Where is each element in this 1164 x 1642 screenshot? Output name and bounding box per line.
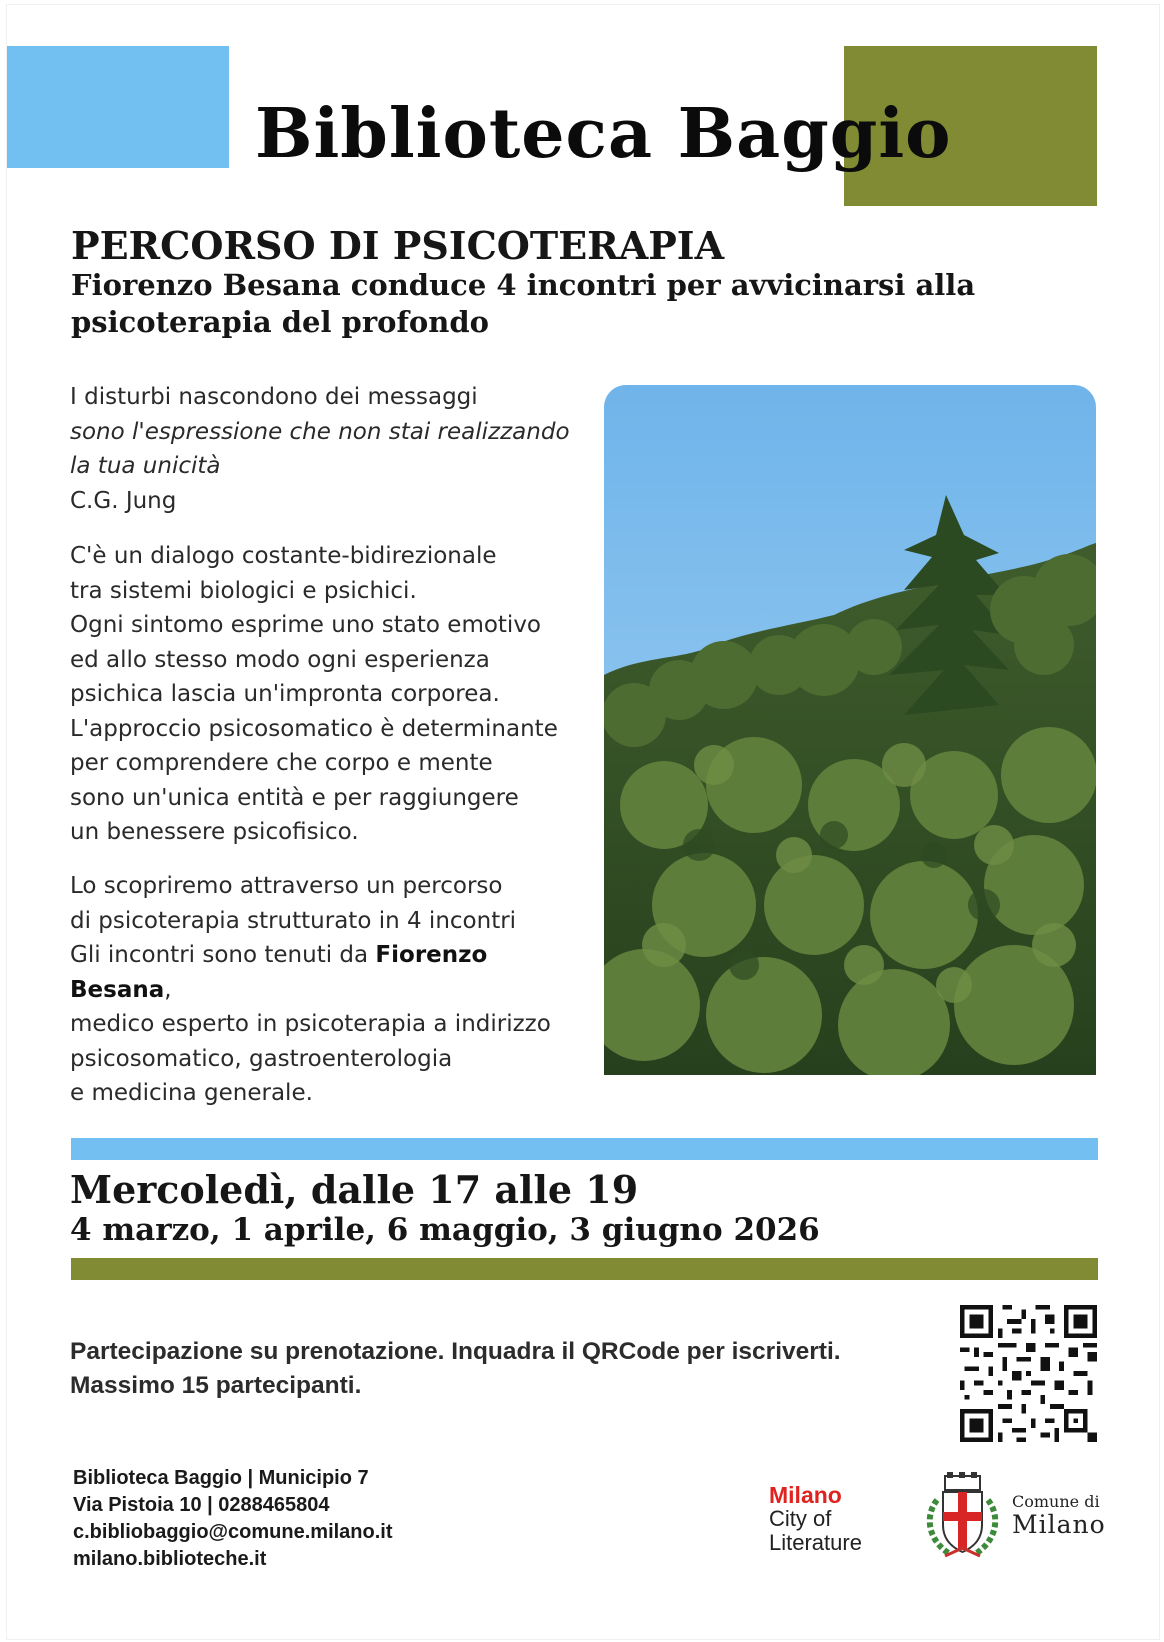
details-line-3 [70, 938, 590, 1007]
olive-divider [71, 1258, 1098, 1280]
contact-email[interactable]: c.bibliobaggio@comune.milano.it [73, 1521, 393, 1543]
tree-photo [604, 385, 1096, 1075]
logo-city-of: City of [769, 1506, 832, 1531]
qr-code-icon[interactable] [960, 1305, 1097, 1442]
blue-divider [71, 1138, 1098, 1160]
details-suffix: , [164, 976, 172, 1003]
booking-line-1: Partecipazione su prenotazione. Inquadra il QRCode per iscriverti. [70, 1338, 841, 1365]
course-title: PERCORSO DI PSICOTERAPIA [71, 223, 725, 268]
logo-milano-red: Milano [769, 1482, 842, 1508]
details-line-4: medico esperto in psicoterapia a indirizzo [70, 1011, 551, 1037]
comune-di-milano-logo [1012, 1492, 1106, 1539]
milano-crest-icon [915, 1470, 1010, 1565]
booking-line-2: Massimo 15 partecipanti. [70, 1372, 362, 1399]
library-title: Biblioteca Baggio [255, 94, 952, 174]
details-prefix: Gli incontri sono tenuti da [70, 942, 376, 968]
details-line-5: psicosomatico, gastroenterologia [70, 1045, 453, 1072]
library-contacts [73, 1465, 393, 1573]
city-of-literature-logo [769, 1483, 862, 1555]
quote-line-1: I disturbi nascondono dei messaggi [70, 384, 478, 410]
conductor-name: Fiorenzo Besana [70, 942, 488, 1003]
schedule-day-time: Mercoledì, dalle 17 alle 19 [70, 1167, 639, 1212]
blue-accent-block [7, 46, 229, 168]
booking-info [70, 1335, 930, 1403]
logo-literature: Literature [769, 1530, 862, 1555]
contact-name: Biblioteca Baggio | Municipio 7 [73, 1467, 369, 1489]
contact-address: Via Pistoia 10 | 0288465804 [73, 1494, 330, 1516]
quote-author: C.G. Jung [70, 487, 177, 514]
details-line-2: di psicoterapia strutturato in 4 incontri [70, 907, 517, 934]
comune-di-text: Comune di [1012, 1492, 1100, 1511]
quote-line-2: sono l'espressione che non stai realizzando [70, 418, 570, 445]
quote-line-3: la tua unicità [70, 453, 221, 479]
jung-quote [70, 380, 590, 518]
description-paragraph: C'è un dialogo costante-bidirezionale tra sistemi biologici e psichici. Ogni sintomo esprime uno stato emotivo ed allo stesso modo ogni esperienza psichica lascia un'impronta corporea. L'approccio psicosomatico è determinante per comprendere che corpo e mente sono un'unica entità e per raggiungere un benessere psicofisico. [70, 543, 558, 845]
comune-milano-text: Milano [1012, 1510, 1106, 1539]
schedule-dates: 4 marzo, 1 aprile, 6 maggio, 3 giugno 2026 [70, 1212, 820, 1248]
contact-website[interactable]: milano.biblioteche.it [73, 1548, 267, 1570]
course-subtitle: Fiorenzo Besana conduce 4 incontri per avvicinarsi alla psicoterapia del profondo [71, 268, 976, 339]
details-line-1: Lo scopriremo attraverso un percorso [70, 873, 503, 899]
course-details-paragraph [70, 869, 590, 1111]
details-line-6: e medicina generale. [70, 1080, 313, 1106]
